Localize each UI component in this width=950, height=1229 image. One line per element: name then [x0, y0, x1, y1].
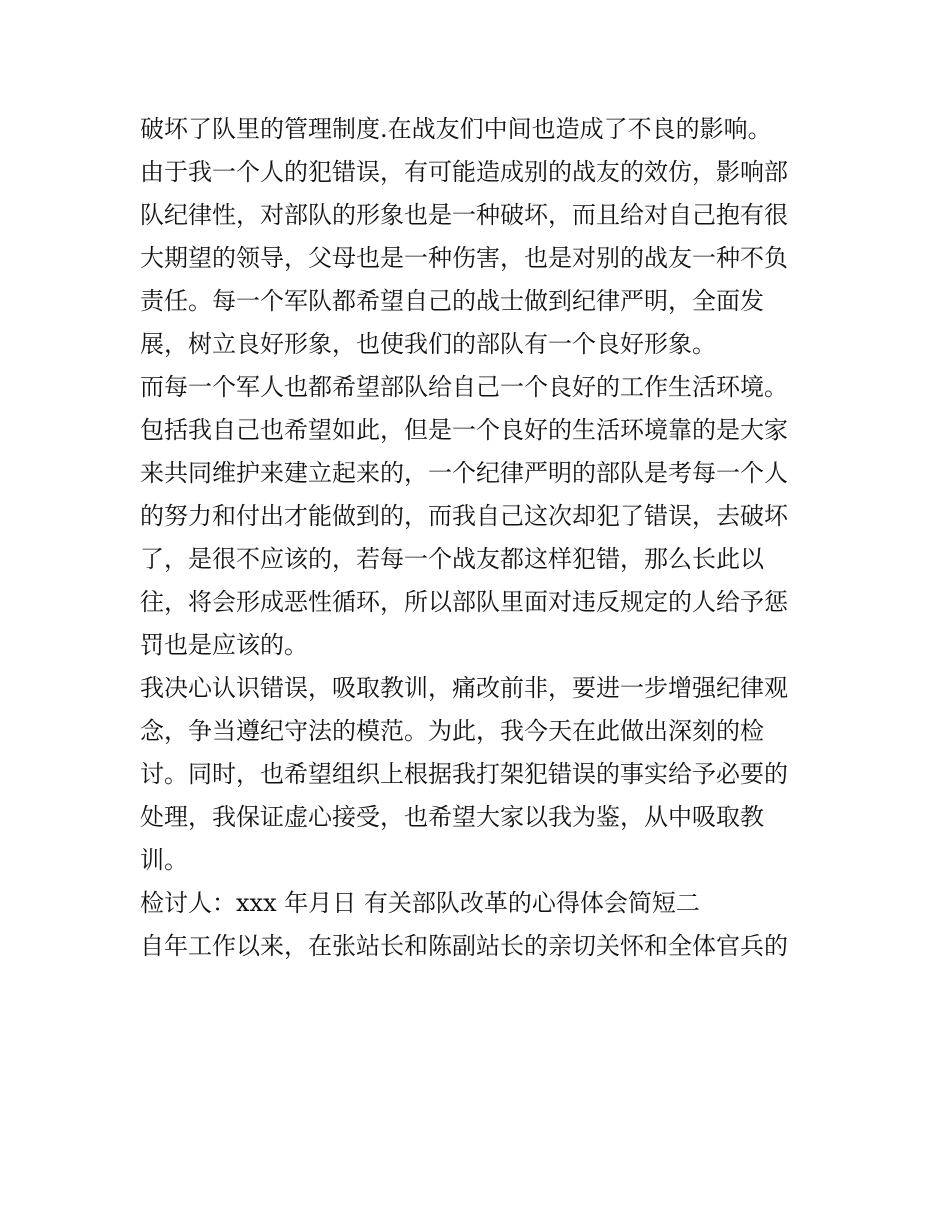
text-line-18: 训。: [140, 846, 188, 874]
text-line-14: 我决心认识错误，吸取教训，痛改前非，要进一步增强纪律观: [140, 674, 788, 702]
text-line-20: 自年工作以来，在张站长和陈副站长的亲切关怀和全体官兵的: [140, 932, 788, 960]
text-line-8: 包括我自己也希望如此，但是一个良好的生活环境靠的是大家: [140, 416, 788, 444]
text-line-10: 的努力和付出才能做到的，而我自己这次却犯了错误，去破坏: [140, 502, 788, 530]
text-line-6: 展，树立良好形象，也使我们的部队有一个良好形象。: [140, 330, 716, 358]
text-line-4: 大期望的领导，父母也是一种伤害，也是对别的战友一种不负: [140, 244, 788, 272]
text-line-5: 责任。每一个军队都希望自己的战士做到纪律严明，全面发: [140, 287, 764, 315]
text-line-11: 了，是很不应该的，若每一个战友都这样犯错，那么长此以: [140, 545, 764, 573]
document-body: [140, 108, 812, 968]
text-line-13: 罚也是应该的。: [140, 631, 308, 659]
text-line-3: 队纪律性，对部队的形象也是一种破坏，而且给对自己抱有很: [140, 201, 788, 229]
text-line-15: 念，争当遵纪守法的模范。为此，我今天在此做出深刻的检: [140, 717, 764, 745]
text-line-9: 来共同维护来建立起来的，一个纪律严明的部队是考每一个人: [140, 459, 788, 487]
text-line-12: 往，将会形成恶性循环，所以部队里面对违反规定的人给予惩: [140, 588, 788, 616]
text-line-7: 而每一个军人也都希望部队给自己一个良好的工作生活环境。: [140, 373, 788, 401]
text-line-16: 讨。同时，也希望组织上根据我打架犯错误的事实给予必要的: [140, 760, 788, 788]
text-line-1: 破坏了队里的管理制度.在战友们中间也造成了不良的影响。: [140, 115, 772, 143]
text-line-17: 处理，我保证虚心接受，也希望大家以我为鉴，从中吸取教: [140, 803, 764, 831]
text-line-19: 检讨人：xxx 年月日 有关部队改革的心得体会简短二: [140, 889, 700, 917]
text-line-2: 由于我一个人的犯错误，有可能造成别的战友的效仿，影响部: [140, 158, 788, 186]
